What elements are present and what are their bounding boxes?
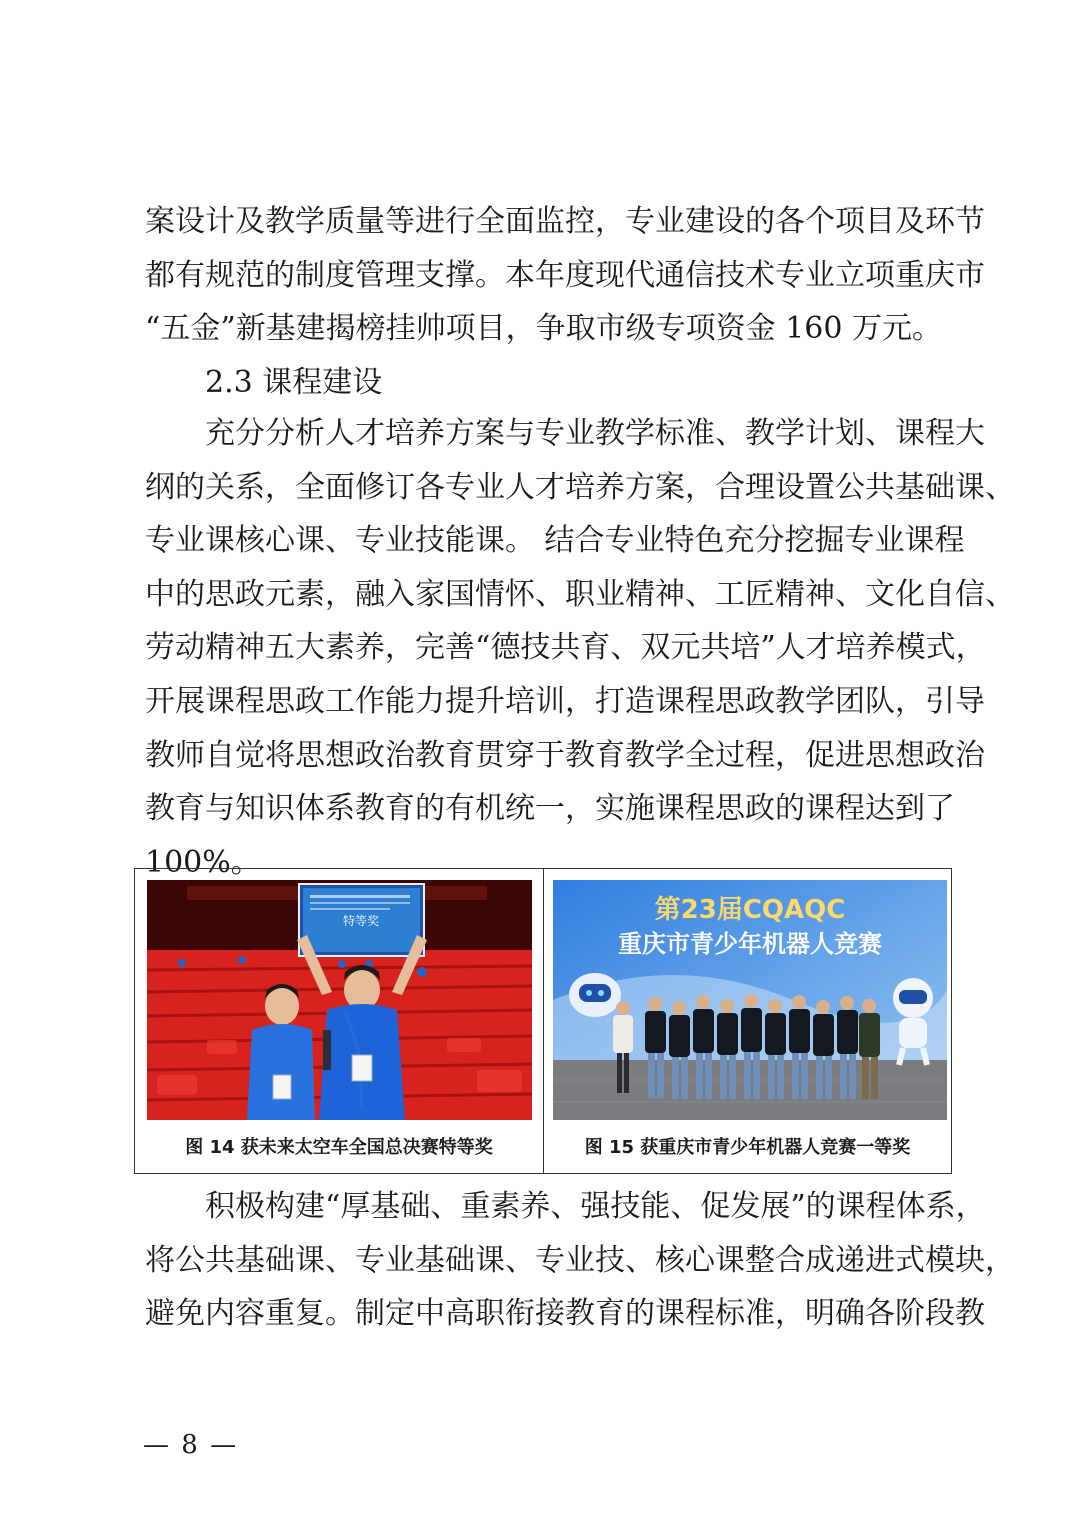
figure-caption-15: 图 15 获重庆市青少年机器人竞赛一等奖 (584, 1137, 911, 1158)
text-line: “五金”新基建揭榜挂帅项目，争取市级专项资金 160 万元。 (145, 311, 943, 347)
paragraph-2 (145, 407, 1015, 889)
figure-cell-14 (135, 869, 543, 1173)
text-line: 专业课核心课、专业技能课。 结合专业特色充分挖掘专业课程 (145, 523, 965, 559)
text-line: 都有规范的制度管理支撑。本年度现代通信技术专业立项重庆市 (145, 257, 985, 293)
text-line: 避免内容重复。制定中高职衔接教育的课程标准，明确各阶段教 (145, 1296, 985, 1332)
text-line: 劳动精神五大素养，完善“德技共育、双元共培”人才培养模式， (145, 630, 986, 666)
award-photo-space-car (147, 880, 532, 1120)
section-heading: 2.3 课程建设 (205, 365, 383, 400)
text-line: 充分分析人才培养方案与专业教学标准、教学计划、课程大 (205, 416, 985, 451)
text-line: 100%。 (145, 844, 261, 880)
figure-table (134, 868, 952, 1174)
text-line: 开展课程思政工作能力提升培训，打造课程思政教学团队，引导 (145, 683, 985, 719)
text-line: 教师自觉将思想政治教育贯穿于教育教学全过程，促进思想政治 (145, 737, 985, 773)
text-line: 积极构建“厚基础、重素养、强技能、促发展”的课程体系， (205, 1189, 986, 1224)
paragraph-3 (145, 1180, 1015, 1341)
page-number: — 8 — (143, 1430, 239, 1460)
award-sign-text: 特等奖 (342, 914, 380, 928)
figure-cell-15 (543, 869, 951, 1173)
text-line: 将公共基础课、专业基础课、专业技、核心课整合成递进式模块， (145, 1242, 1015, 1278)
text-line: 教育与知识体系教育的有机统一，实施课程思政的课程达到了 (145, 791, 955, 827)
figure-caption-14: 图 14 获未来太空车全国总决赛特等奖 (185, 1137, 493, 1158)
paragraph-1 (145, 195, 985, 356)
robot-mascot-left-icon (569, 973, 621, 1017)
text-line: 案设计及教学质量等进行全面监控，专业建设的各个项目及环节 (145, 204, 985, 239)
banner-subtitle: 重庆市青少年机器人竞赛 (618, 930, 882, 958)
text-line: 中的思政元素，融入家国情怀、职业精神、工匠精神、文化自信、 (145, 576, 1015, 612)
banner-title: 第23届CQAQC (654, 895, 846, 925)
award-photo-robot-competition (553, 880, 947, 1120)
text-line: 纲的关系，全面修订各专业人才培养方案，合理设置公共基础课、 (145, 469, 1015, 505)
